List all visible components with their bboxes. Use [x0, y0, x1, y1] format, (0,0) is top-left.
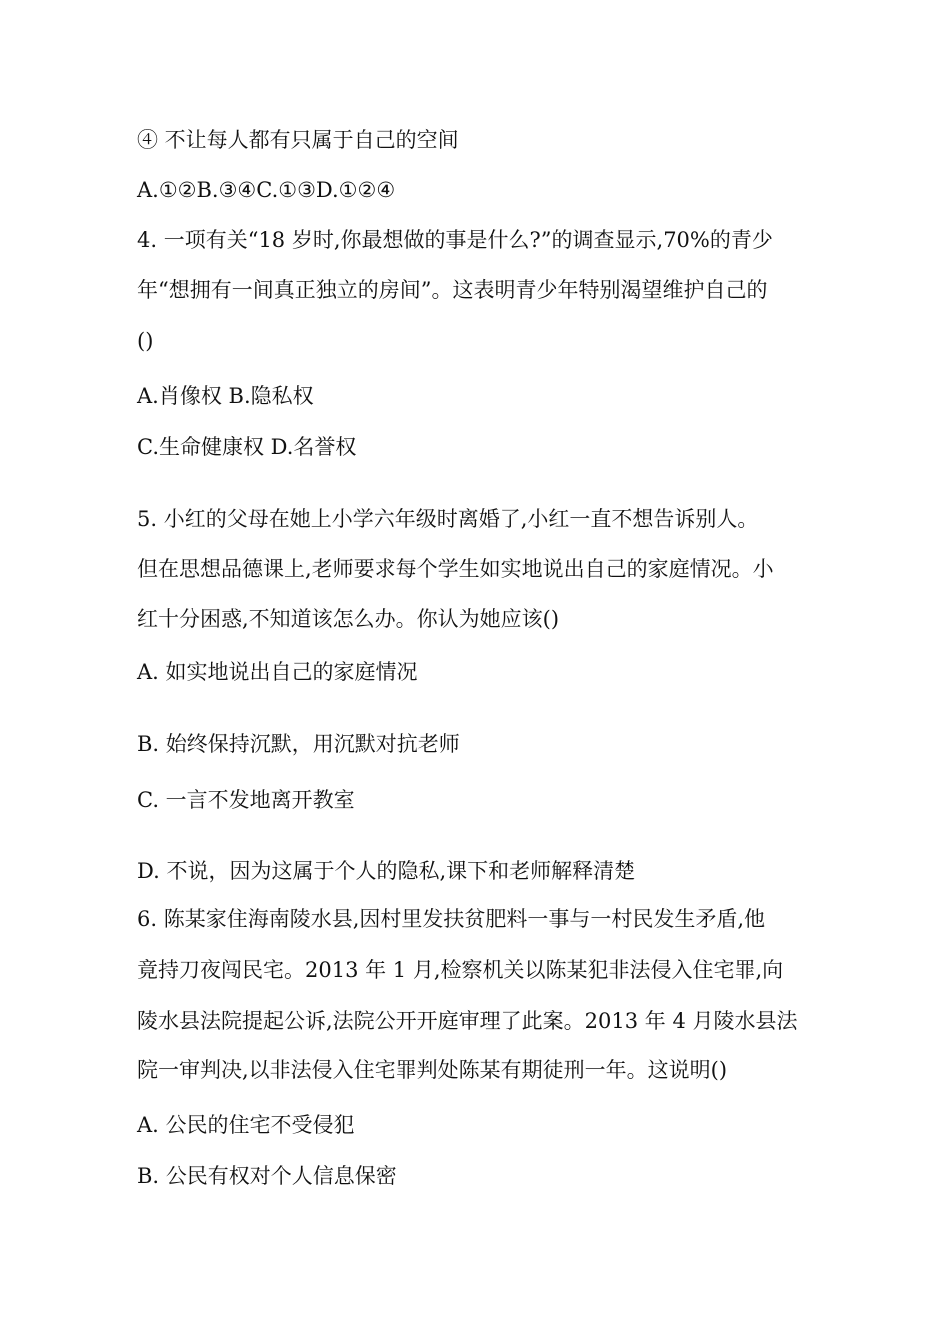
q6-option-a: A. 公民的住宅不受侵犯 — [137, 1113, 355, 1137]
q6-stem-line-3: 陵水县法院提起公诉,法院公开开庭审理了此案。2013 年 4 月陵水县法 — [137, 1009, 798, 1033]
q3-answer-choices: A.①②B.③④C.①③D.①②④ — [137, 178, 396, 202]
q4-stem-line-3: () — [137, 329, 154, 353]
q5-option-a: A. 如实地说出自己的家庭情况 — [137, 660, 418, 684]
q4-stem-line-1: 4. 一项有关“18 岁时,你最想做的事是什么?”的调查显示,70%的青少 — [137, 228, 773, 252]
q5-option-b: B. 始终保持沉默，用沉默对抗老师 — [137, 732, 460, 756]
q6-stem-line-2: 竟持刀夜闯民宅。2013 年 1 月,检察机关以陈某犯非法侵入住宅罪,向 — [137, 958, 784, 982]
q4-options-ab: A.肖像权 B.隐私权 — [137, 384, 314, 408]
q6-stem-line-1: 6. 陈某家住海南陵水县,因村里发扶贫肥料一事与一村民发生矛盾,他 — [137, 907, 766, 931]
q3-option-4: ④ 不让每人都有只属于自己的空间 — [137, 128, 459, 152]
q4-stem-line-2: 年“想拥有一间真正独立的房间”。这表明青少年特别渴望维护自己的 — [137, 278, 768, 302]
q5-option-d: D. 不说，因为这属于个人的隐私,课下和老师解释清楚 — [137, 859, 636, 883]
q4-options-cd: C.生命健康权 D.名誉权 — [137, 435, 357, 459]
q5-stem-line-3: 红十分困惑,不知道该怎么办。你认为她应该() — [137, 607, 560, 631]
q5-stem-line-2: 但在思想品德课上,老师要求每个学生如实地说出自己的家庭情况。小 — [137, 557, 774, 581]
q5-stem-line-1: 5. 小红的父母在她上小学六年级时离婚了,小红一直不想告诉别人。 — [137, 507, 759, 531]
q6-stem-line-4: 院一审判决,以非法侵入住宅罪判处陈某有期徒刑一年。这说明() — [137, 1058, 728, 1082]
q5-option-c: C. 一言不发地离开教室 — [137, 788, 355, 812]
q6-option-b: B. 公民有权对个人信息保密 — [137, 1164, 397, 1188]
